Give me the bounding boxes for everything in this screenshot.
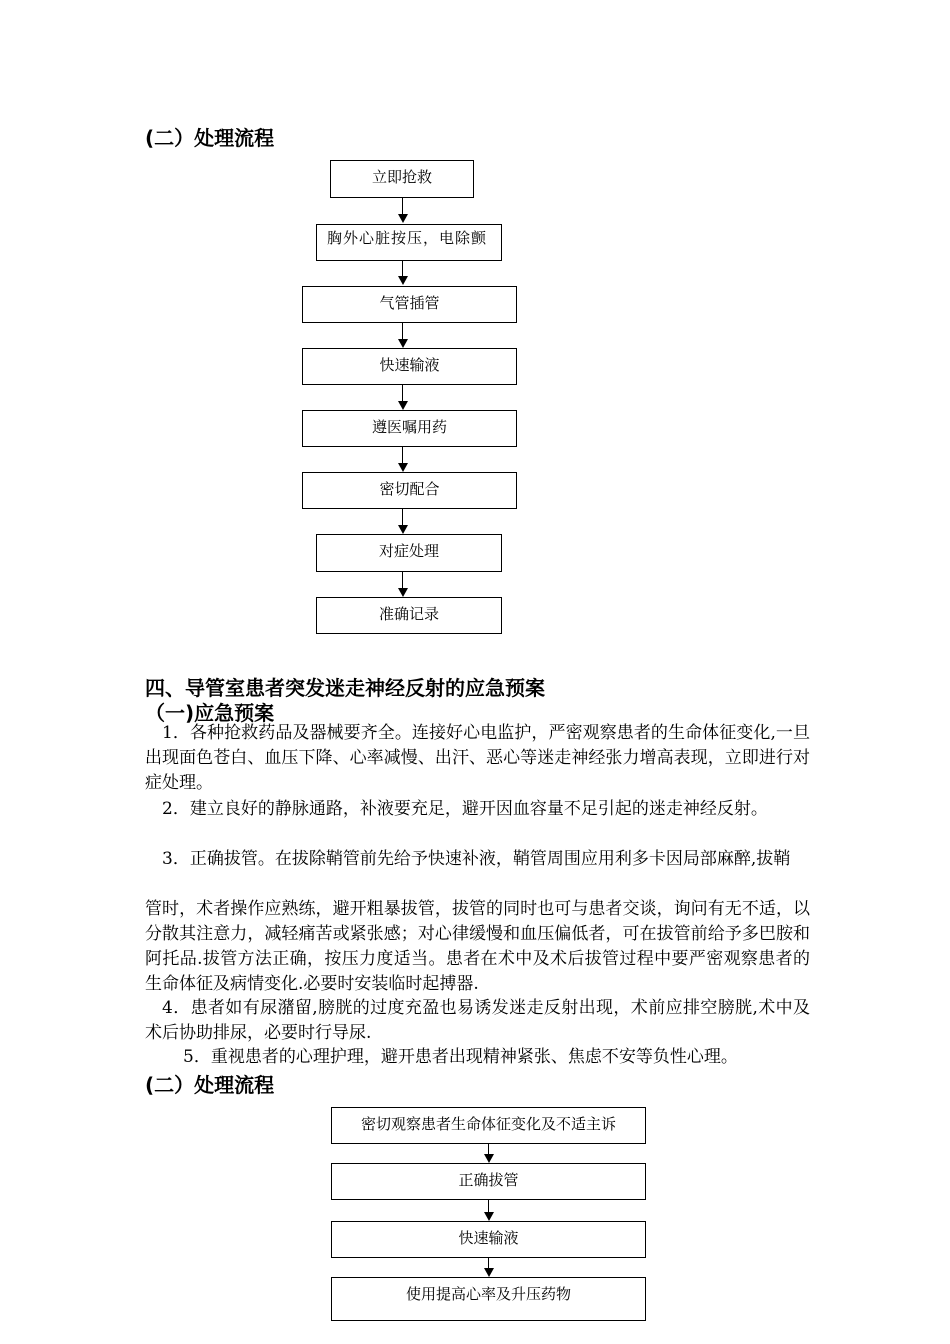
arrow-down-icon [484, 1154, 494, 1163]
flow-connector [402, 385, 403, 401]
flow2-step-infusion: 快速输液 [331, 1221, 646, 1258]
arrow-down-icon [398, 276, 408, 285]
arrow-down-icon [398, 214, 408, 223]
flow2-step-remove-sheath: 正确拔管 [331, 1163, 646, 1200]
flow-connector [402, 509, 403, 525]
flow-step-symptomatic: 对症处理 [316, 534, 502, 572]
arrow-down-icon [398, 588, 408, 597]
flow-heading-2: (二）处理流程 [145, 1073, 275, 1097]
flow2-step-drugs: 使用提高心率及升压药物 [331, 1277, 646, 1321]
flow-step-cpr: 胸外心脏按压，电除颤 [316, 224, 502, 261]
section-subheading: （一)应急预案 [145, 701, 275, 725]
flow-connector [402, 198, 403, 214]
arrow-down-icon [398, 339, 408, 348]
flow-step-rescue: 立即抢救 [330, 160, 474, 198]
item-1: 1．各种抢救药品及器械要齐全。连接好心电监护，严密观察患者的生命体征变化,一旦出现面色苍白、血压下降、心率减慢、出汗、恶心等迷走神经张力增高表现，立即进行对症处理。 [145, 723, 810, 793]
item-3a: 3．正确拔管。在拔除鞘管前先给予快速补液，鞘管周围应用利多卡因局部麻醉,拔鞘 [162, 849, 791, 869]
arrow-down-icon [398, 463, 408, 472]
item-3b: 管时，术者操作应熟练，避开粗暴拔管，拔管的同时也可与患者交谈，询问有无不适，以分散其注意力，减轻痛苦或紧张感；对心律缓慢和血压偏低者，可在拔管前给予多巴胺和阿托品.拔管方法正确，按压力度适当。患者在术中及术后拔管过程中要严密观察患者的生命体征及病情变化.必要时安装临时起搏器. [145, 899, 810, 994]
arrow-down-icon [398, 525, 408, 534]
flow-connector [402, 447, 403, 463]
flow-connector [402, 572, 403, 588]
flow-connector [402, 323, 403, 339]
arrow-down-icon [484, 1268, 494, 1277]
flow-heading-1: (二）处理流程 [145, 126, 275, 150]
flow-step-infusion: 快速输液 [302, 348, 517, 385]
arrow-down-icon [484, 1212, 494, 1221]
flow-step-intubation: 气管插管 [302, 286, 517, 323]
arrow-down-icon [398, 401, 408, 410]
flow2-step-observe: 密切观察患者生命体征变化及不适主诉 [331, 1107, 646, 1144]
flow-connector [402, 261, 403, 276]
flow-step-record: 准确记录 [316, 597, 502, 634]
flow-step-medication: 遵医嘱用药 [302, 410, 517, 447]
item-5: 5．重视患者的心理护理，避开患者出现精神紧张、焦虑不安等负性心理。 [183, 1047, 738, 1067]
section-title: 四、导管室患者突发迷走神经反射的应急预案 [145, 676, 545, 700]
flow-step-cooperate: 密切配合 [302, 472, 517, 509]
item-2: 2．建立良好的静脉通路，补液要充足，避开因血容量不足引起的迷走神经反射。 [162, 799, 768, 819]
item-4: 4．患者如有尿潴留,膀胱的过度充盈也易诱发迷走反射出现，术前应排空膀胱,术中及术后协助排尿，必要时行导尿. [145, 998, 810, 1043]
